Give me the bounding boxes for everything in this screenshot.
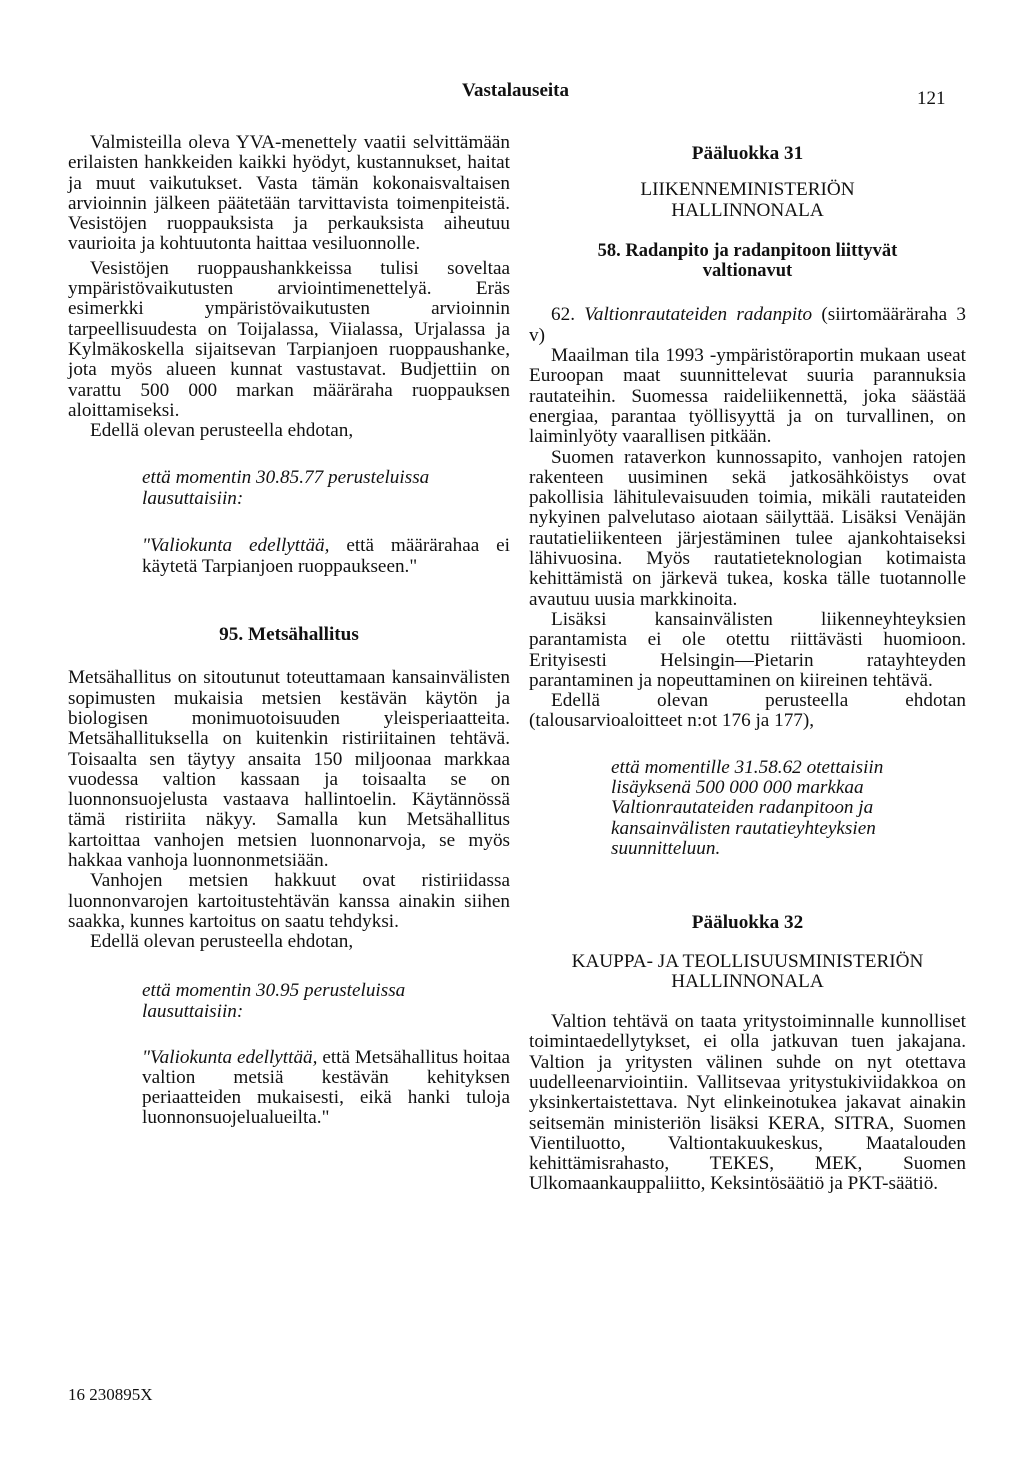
motion-text: että momentin 30.85.77 perusteluissa lausuttaisiin: <box>142 467 430 510</box>
page-number: 121 <box>917 88 946 109</box>
item-number: 62. <box>551 304 575 326</box>
paragraph: Lisäksi kansainvälisten liikenneyhteyksien parantamista ei ole otettu riittävästi huomioon. Erityisesti Helsingin—Pietarin ratayhteyden parantaminen ja nopeuttaminen on kiireinen tehtävä. <box>529 608 966 691</box>
paragraph: Edellä olevan perusteella ehdotan, <box>90 931 354 953</box>
ministry-heading: LIIKENNEMINISTERIÖN HALLINNONALA <box>640 179 855 221</box>
paragraph: Vanhojen metsien hakkuut ovat ristiriidassa luonnonvarojen kartoitustehtävän kanssa ainakin siihen saakka, kunnes kartoitus on saatu tehdyksi. <box>68 870 510 932</box>
section-heading: 95. Metsähallitus <box>219 624 359 646</box>
item-heading <box>529 305 966 346</box>
chapter-heading: 58. Radanpito ja radanpitoon liittyvät valtionavut <box>597 240 898 282</box>
quote-lead: "Valiokunta edellyttää, <box>142 535 330 557</box>
left-column <box>68 133 510 1129</box>
footer-print-code: 16 230895X <box>68 1385 153 1404</box>
right-column <box>529 133 966 1195</box>
paragraph: Maailman tila 1993 -ympäristöraportin mukaan useat Euroopan maat suunnittelevat suuria parannuksia rautateihin. Suomessa raideliikennettä, joka säästää energiaa, parantaa työllisyyttä ja on turvallinen, on laiminlyöty vaarallisen pitkään. <box>529 345 966 448</box>
item-title: Valtionrautateiden radanpito <box>584 304 813 326</box>
header-title: Vastalauseita <box>462 80 569 101</box>
ministry-heading: KAUPPA- JA TEOLLISUUSMINISTERIÖN HALLINNONALA <box>571 950 924 992</box>
quote-rest: että Metsähallitus hoitaa valtion metsiä kestävän kehityksen periaatteiden mukaisesti, eikä hanki tuloja luonnonsuojelualueilta." <box>142 1046 511 1129</box>
paragraph: Edellä olevan perusteella ehdotan (talousarvioaloitteet n:ot 176 ja 177), <box>529 690 966 732</box>
paragraph: Suomen rataverkon kunnossapito, vanhojen ratojen rakenteen uusiminen sekä jatkosähköistys ovat pakollisia lähitulevaisuuden toimia, mikäli rautateiden nykyinen palvelutaso aiotaan säilyttää. Lisäksi Venäjän rautatieliikenteen järjestäminen tulee ajankohtaiseksi lähivuosina. Myös rautatieteknologian kotimaista kehittämistä on järkevä tukea, koska tälle tuotannolle avautuu uusia markkinoita. <box>529 446 966 610</box>
paragraph: Vesistöjen ruoppaushankkeissa tulisi soveltaa ympäristövaikutusten arviointimenettelyä. Eräs esimerkki ympäristövaikutusten arvioinnin tarpeellisuudesta on Toijalassa, Viialassa, Urjalassa ja Kylmäkoskella sijaitsevan Tarpianjoen ruoppaushanke, jota myös alueen kunnat vastustavat. Budjettiin on varattu 500 000 markan määräraha ruoppauksen aloittamiseksi. <box>68 257 510 421</box>
item-note: (siirtomääräraha 3 v) <box>529 304 966 346</box>
quote-rest: että määrärahaa ei käytetä Tarpianjoen ruoppaukseen." <box>142 535 511 577</box>
paragraph: Valmisteilla oleva YVA-menettely vaatii selvittämään erilaisten hankkeiden kaikki hyödyt, kustannukset, haitat ja muut vaikutukset. Vasta tämän kokonaisvaltaisen arvioinnin jälkeen päätetään tarvittavista toimenpiteistä. Vesistöjen ruoppauksista ja perkauksista aiheutuu vaurioita ja kohtuutonta haittaa vesiluonnolle. <box>68 132 510 255</box>
paragraph: Edellä olevan perusteella ehdotan, <box>90 420 354 442</box>
motion-text: että momentille 31.58.62 otettaisiin lisäyksenä 500 000 000 markkaa Valtionrautateiden radanpitoon ja kansainvälisten rautatieyhteyksien suunnitteluun. <box>611 756 884 859</box>
running-head <box>0 80 1024 120</box>
main-class-heading: Pääluokka 31 <box>691 143 804 164</box>
main-class-heading: Pääluokka 32 <box>691 912 804 934</box>
paragraph: Metsähallitus on sitoutunut toteuttamaan kansainvälisten sopimusten mukaisia metsien kestävän käytön ja biologisen monimuotoisuuden yleisperiaatteita. Metsähallituksella on kuitenkin ristiriitainen tehtävä. Toisaalta sen täytyy ansaita 150 miljoonaa markkaa vuodessa valtion kassaan ja toisaalta se on luonnonsuojelusta vastaava hallintoelin. Käytännössä tämä ristiriita näkyy. Samalla kun Metsähallitus kartoittaa vanhojen metsien luonnonarvoja, se myös hakkaa vanhoja luonnonmetsiään. <box>68 667 510 872</box>
quoted-statement <box>142 536 510 577</box>
quoted-statement <box>142 1048 510 1129</box>
motion-text: että momentin 30.95 perusteluissa lausuttaisiin: <box>142 979 406 1022</box>
paragraph: Valtion tehtävä on taata yritystoiminnalle kunnolliset toimintaedellytykset, ei olla jatkuvan tuen jakajana. Valtion ja yritysten välinen suhde on nyt otettava uudelleenarviointiin. Vallitsevaa yritystukiviidakkoa on yksinkertaistettava. Nyt elinkeinotukea jakavat ainakin seitsemän ministeriön lisäksi KERA, SITRA, Suomen Vientiluotto, Valtiontakuukeskus, Maatalouden kehittämisrahasto, TEKES, MEK, Suomen Ulkomaankauppaliitto, Keksintösäätiö ja PKT-säätiö. <box>529 1011 966 1195</box>
quote-lead: "Valiokunta edellyttää, <box>142 1046 318 1068</box>
